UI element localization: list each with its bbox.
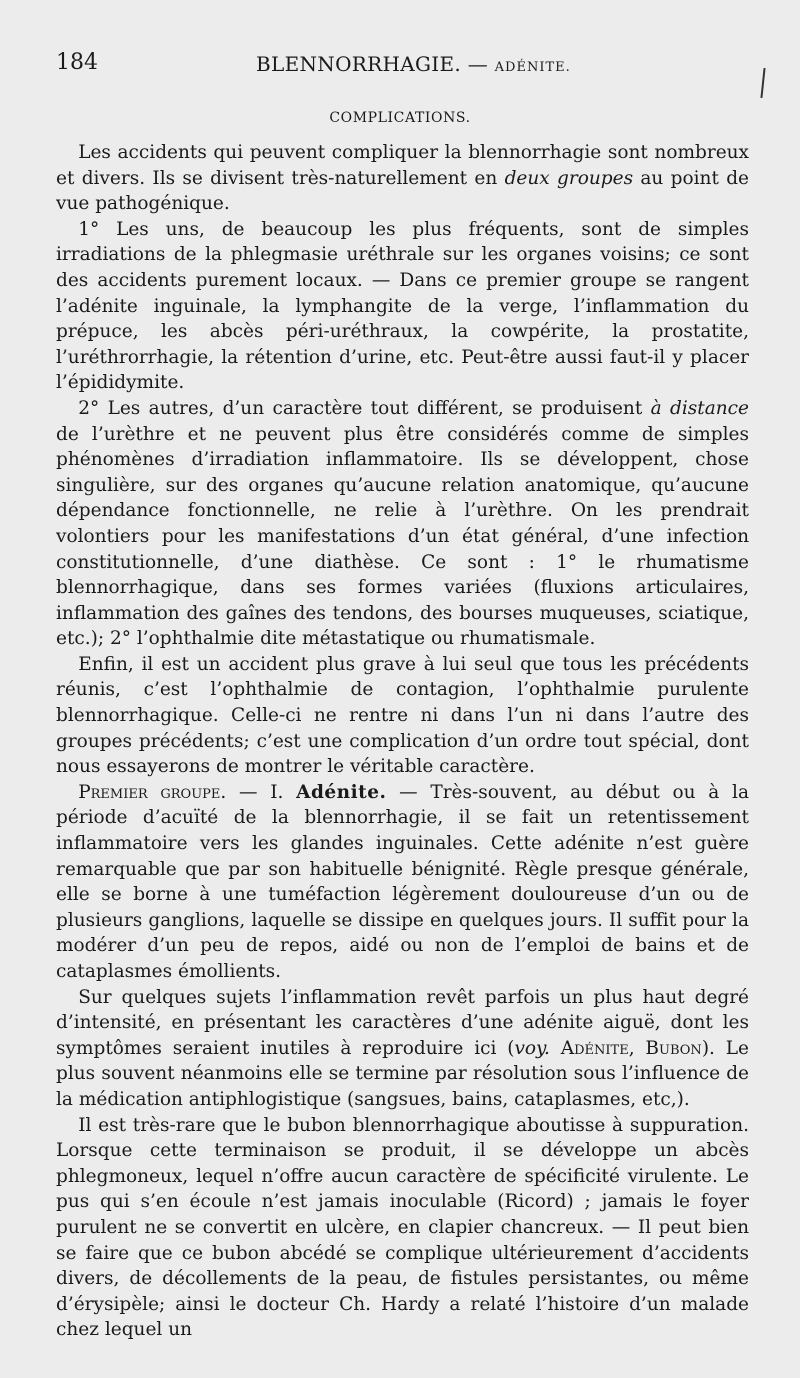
- body-text: [56, 140, 749, 1343]
- text-run: Sur quelques sujets l’inflammation revêt parfois un plus haut degré d’intensité, en présentant les caractères d’une adénite aiguë, dont les symptômes seraient inutiles à reproduire ici (: [56, 986, 749, 1059]
- paragraph-ophthalmia: Enfin, il est un accident plus grave à lui seul que tous les précédents réunis, c’est l’ophthalmie de contagion, l’ophthalmie purulente blennorrhagique. Celle-ci ne rentre ni dans l’un ni dans l’autre des groupes précédents; c’est une complication d’un ordre tout spécial, dont nous essayerons de montrer le véritable caractère.: [56, 653, 749, 778]
- running-title-sub: ADÉNITE.: [494, 60, 571, 75]
- page-number: 184: [56, 50, 98, 75]
- paragraph-intensity: [56, 985, 749, 1113]
- paragraph-first-group: 1° Les uns, de beaucoup les plus fréquents, sont de simples irradiations de la phlegmasie uréthrale sur les organes voisins; ce sont des accidents purement locaux. — Dans ce premier groupe se rangent l’adénite inguinale, la lymphangite de la verge, l’inflammation du prépuce, les abcès péri-uréthraux, la cowpérite, la prostatite, l’uréthrorrhagie, la rétention d’urine, etc. Peut-être aussi faut-il y placer l’épididymite.: [56, 218, 749, 394]
- emphasis: à distance: [650, 397, 749, 419]
- text-run: ). Le plus souvent néanmoins elle se termine par résolution sous l’influence de la médication antiphlogistique (sangsues, bains, cataplasmes, etc,).: [56, 1037, 749, 1110]
- text-run: 2° Les autres, d’un caractère tout différent, se produisent: [78, 397, 651, 419]
- text-run: — I.: [226, 781, 297, 803]
- running-title-sep: —: [467, 52, 488, 76]
- text-run: — Très-souvent, au début ou à la période d’acuïté de la blennorrhagie, il se fait un retentissement inflammatoire vers les glandes inguinales. Cette adénite n’est guère remarquable que par son habituelle bénignité. Règle presque générale, elle se borne à une tuméfaction légèrement douloureuse d’un ou de plusieurs ganglions, laquelle se dissipe en quelques jours. Il suffit pour la modérer d’un peu de repos, aidé ou non de l’emploi de bains et de cataplasmes émollients.: [56, 781, 749, 982]
- group-label: Premier groupe.: [78, 781, 227, 803]
- section-term: Adénite.: [296, 781, 387, 803]
- cross-reference: Adénite, Bubon: [549, 1037, 702, 1059]
- paragraph-suppuration: Il est très-rare que le bubon blennorrhagique aboutisse à suppuration. Lorsque cette terminaison se produit, il se développe un abcès phlegmoneux, lequel n’offre aucun caractère de spécificité virulente. Le pus qui s’en écoule n’est jamais inoculable (Ricord) ; jamais le foyer purulent ne se convertit en ulcère, en clapier chancreux. — Il peut bien se faire que ce bubon abcédé se complique ultérieurement d’accidents divers, de décollements de la peau, de fistules persistantes, ou même d’érysipèle; ainsi le docteur Ch. Hardy a relaté l’histoire d’un malade chez lequel un: [56, 1114, 749, 1341]
- margin-mark: [760, 68, 765, 98]
- emphasis: voy.: [514, 1037, 550, 1059]
- text-run: de l’urèthre et ne peuvent plus être considérés comme de simples phénomènes d’irradiation inflammatoire. Ils se développent, chose singulière, sur des organes qu’aucune relation anatomique, qu’aucune dépendance fonctionnelle, ne relie à l’urèthre. On les prendrait volontiers pour les manifestations d’un état général, d’une infection constitutionnelle, d’une diathèse. Ce sont : 1° le rhumatisme blennorrhagique, dans ses formes variées (fluxions articulaires, inflammation des gaînes des tendons, des bourses muqueuses, sciatique, etc.); 2° l’ophthalmie dite métastatique ou rhumatismale.: [56, 423, 749, 650]
- running-title-main: BLENNORRHAGIE.: [256, 52, 462, 76]
- text-run: Les accidents qui peuvent compliquer la blennorrhagie sont nombreux et divers. Ils se divisent très-naturellement en: [56, 142, 749, 189]
- paragraph-intro: [56, 140, 749, 217]
- page-header: [56, 50, 746, 80]
- section-heading: COMPLICATIONS.: [329, 110, 471, 126]
- text-run: au point de vue pathogénique.: [56, 167, 750, 215]
- running-title: [256, 52, 571, 76]
- paragraph-adenite: [56, 780, 749, 985]
- paragraph-second-group: [56, 396, 749, 652]
- emphasis: deux groupes: [504, 167, 634, 189]
